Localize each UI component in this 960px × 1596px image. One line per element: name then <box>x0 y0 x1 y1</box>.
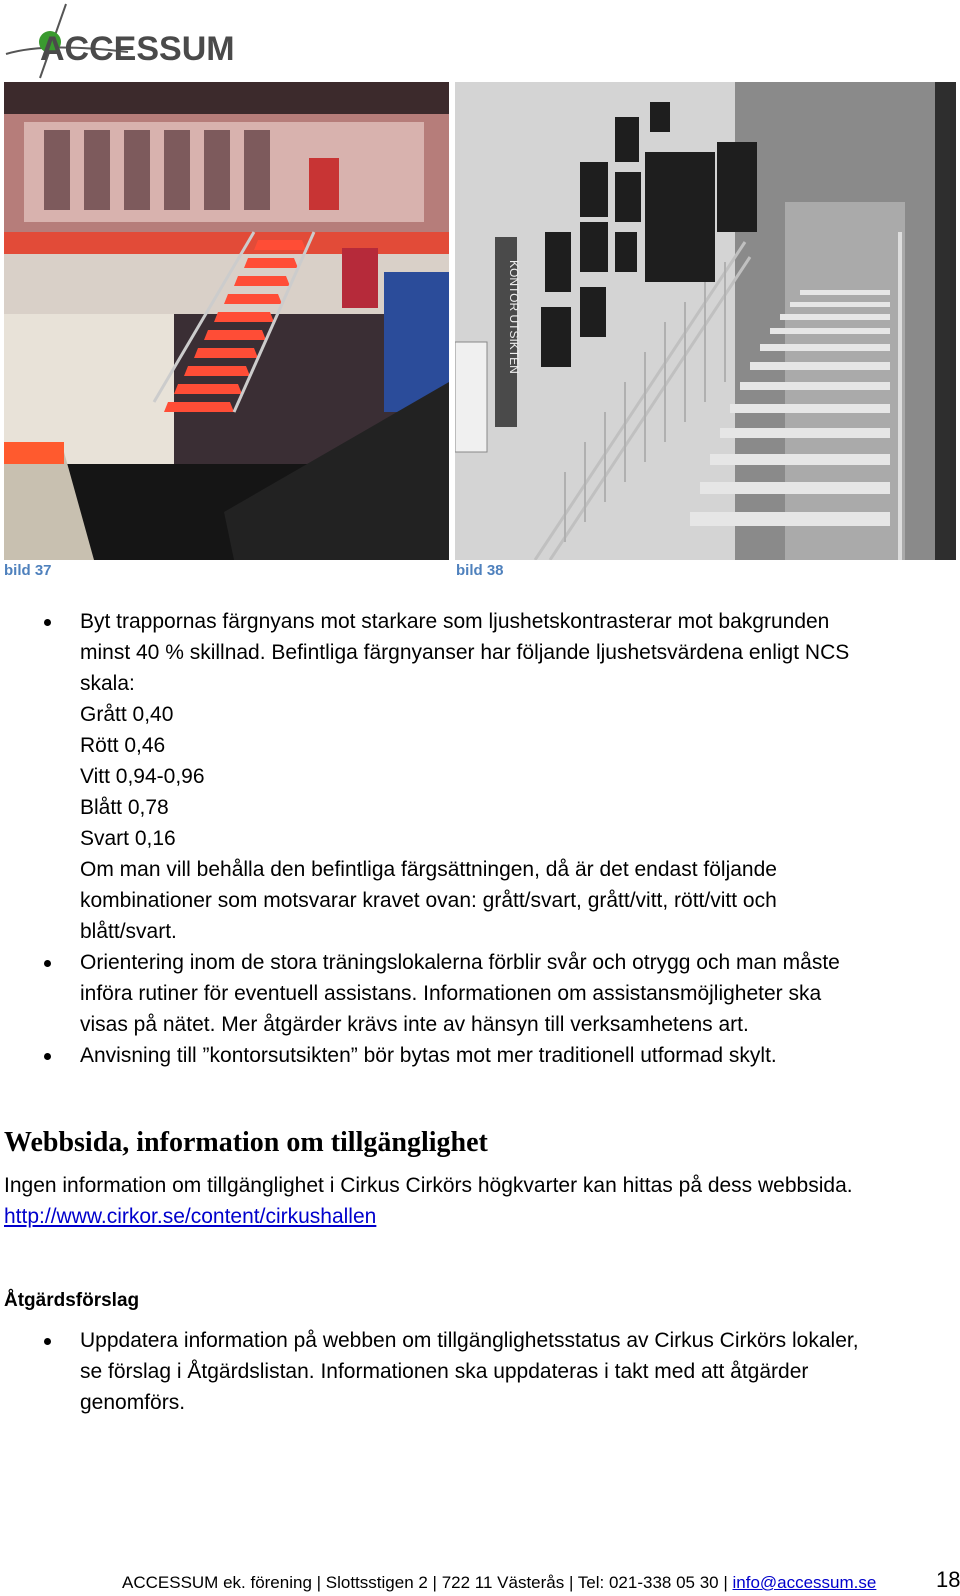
photo-red-stairs <box>4 82 449 560</box>
section-heading: Webbsida, information om tillgänglighet <box>4 1127 488 1158</box>
figure-caption: bild 38 <box>456 562 504 579</box>
cirkor-link[interactable]: http://www.cirkor.se/content/cirkushallen <box>4 1205 377 1228</box>
page-number: 18 <box>936 1567 960 1592</box>
bullet-icon <box>44 960 51 967</box>
list-item: Anvisning till ”kontorsutsikten” bör bytas mot mer traditionell utformad skylt. <box>0 1040 960 1071</box>
footer-text: ACCESSUM ek. förening | Slottsstigen 2 | 722 11 Västerås | Tel: 021-338 05 30 | <box>122 1573 733 1592</box>
page-footer <box>122 1573 876 1593</box>
list-item: Byt trappornas färgnyans mot starkare som ljushetskontrasterar mot bakgrunden minst 40 % skillnad. Befintliga färgnyanser har följande ljushetsvärdena enligt NCS skala: Grått 0,40 Rött 0,46 Vitt 0,94-0,96 Blått 0,78 Svart 0,16 Om man vill behålla den befintliga färgsättningen, då är det endast följande kombinationer som motsvarar kravet ovan: grått/svart, grått/vitt, rött/vitt och blått/svart. <box>0 606 960 947</box>
footer-email-link[interactable]: info@accessum.se <box>732 1573 877 1592</box>
figure-caption: bild 37 <box>4 562 52 579</box>
section-text: Ingen information om tillgänglighet i Cirkus Cirkörs högkvarter kan hittas på dess webbsida. <box>4 1174 853 1197</box>
bullet-icon <box>44 1053 51 1060</box>
list-item: Orientering inom de stora träningslokalerna förblir svår och otrygg och man måste införa rutiner för eventuell assistans. Informationen om assistansmöjligheter ska visas på nätet. Mer åtgärder krävs inte av hänsyn till verksamhetens art. <box>0 947 960 1040</box>
kontor-utsikten-sign: KONTOR UTSIKTEN <box>507 260 521 374</box>
list-item: Uppdatera information på webben om tillgänglighetsstatus av Cirkus Cirkörs lokaler, se förslag i Åtgärdslistan. Informationen ska uppdateras i takt med att åtgärder genomförs. <box>0 1325 960 1418</box>
accessum-logo <box>4 2 266 80</box>
recommendation-list <box>0 606 960 1071</box>
actions-list <box>0 1325 960 1418</box>
logo-text: ACCESSUM <box>40 30 235 68</box>
bullet-icon <box>44 1338 51 1345</box>
photo-gray-stairs <box>455 82 956 560</box>
actions-heading: Åtgärdsförslag <box>4 1290 140 1311</box>
bullet-icon <box>44 619 51 626</box>
